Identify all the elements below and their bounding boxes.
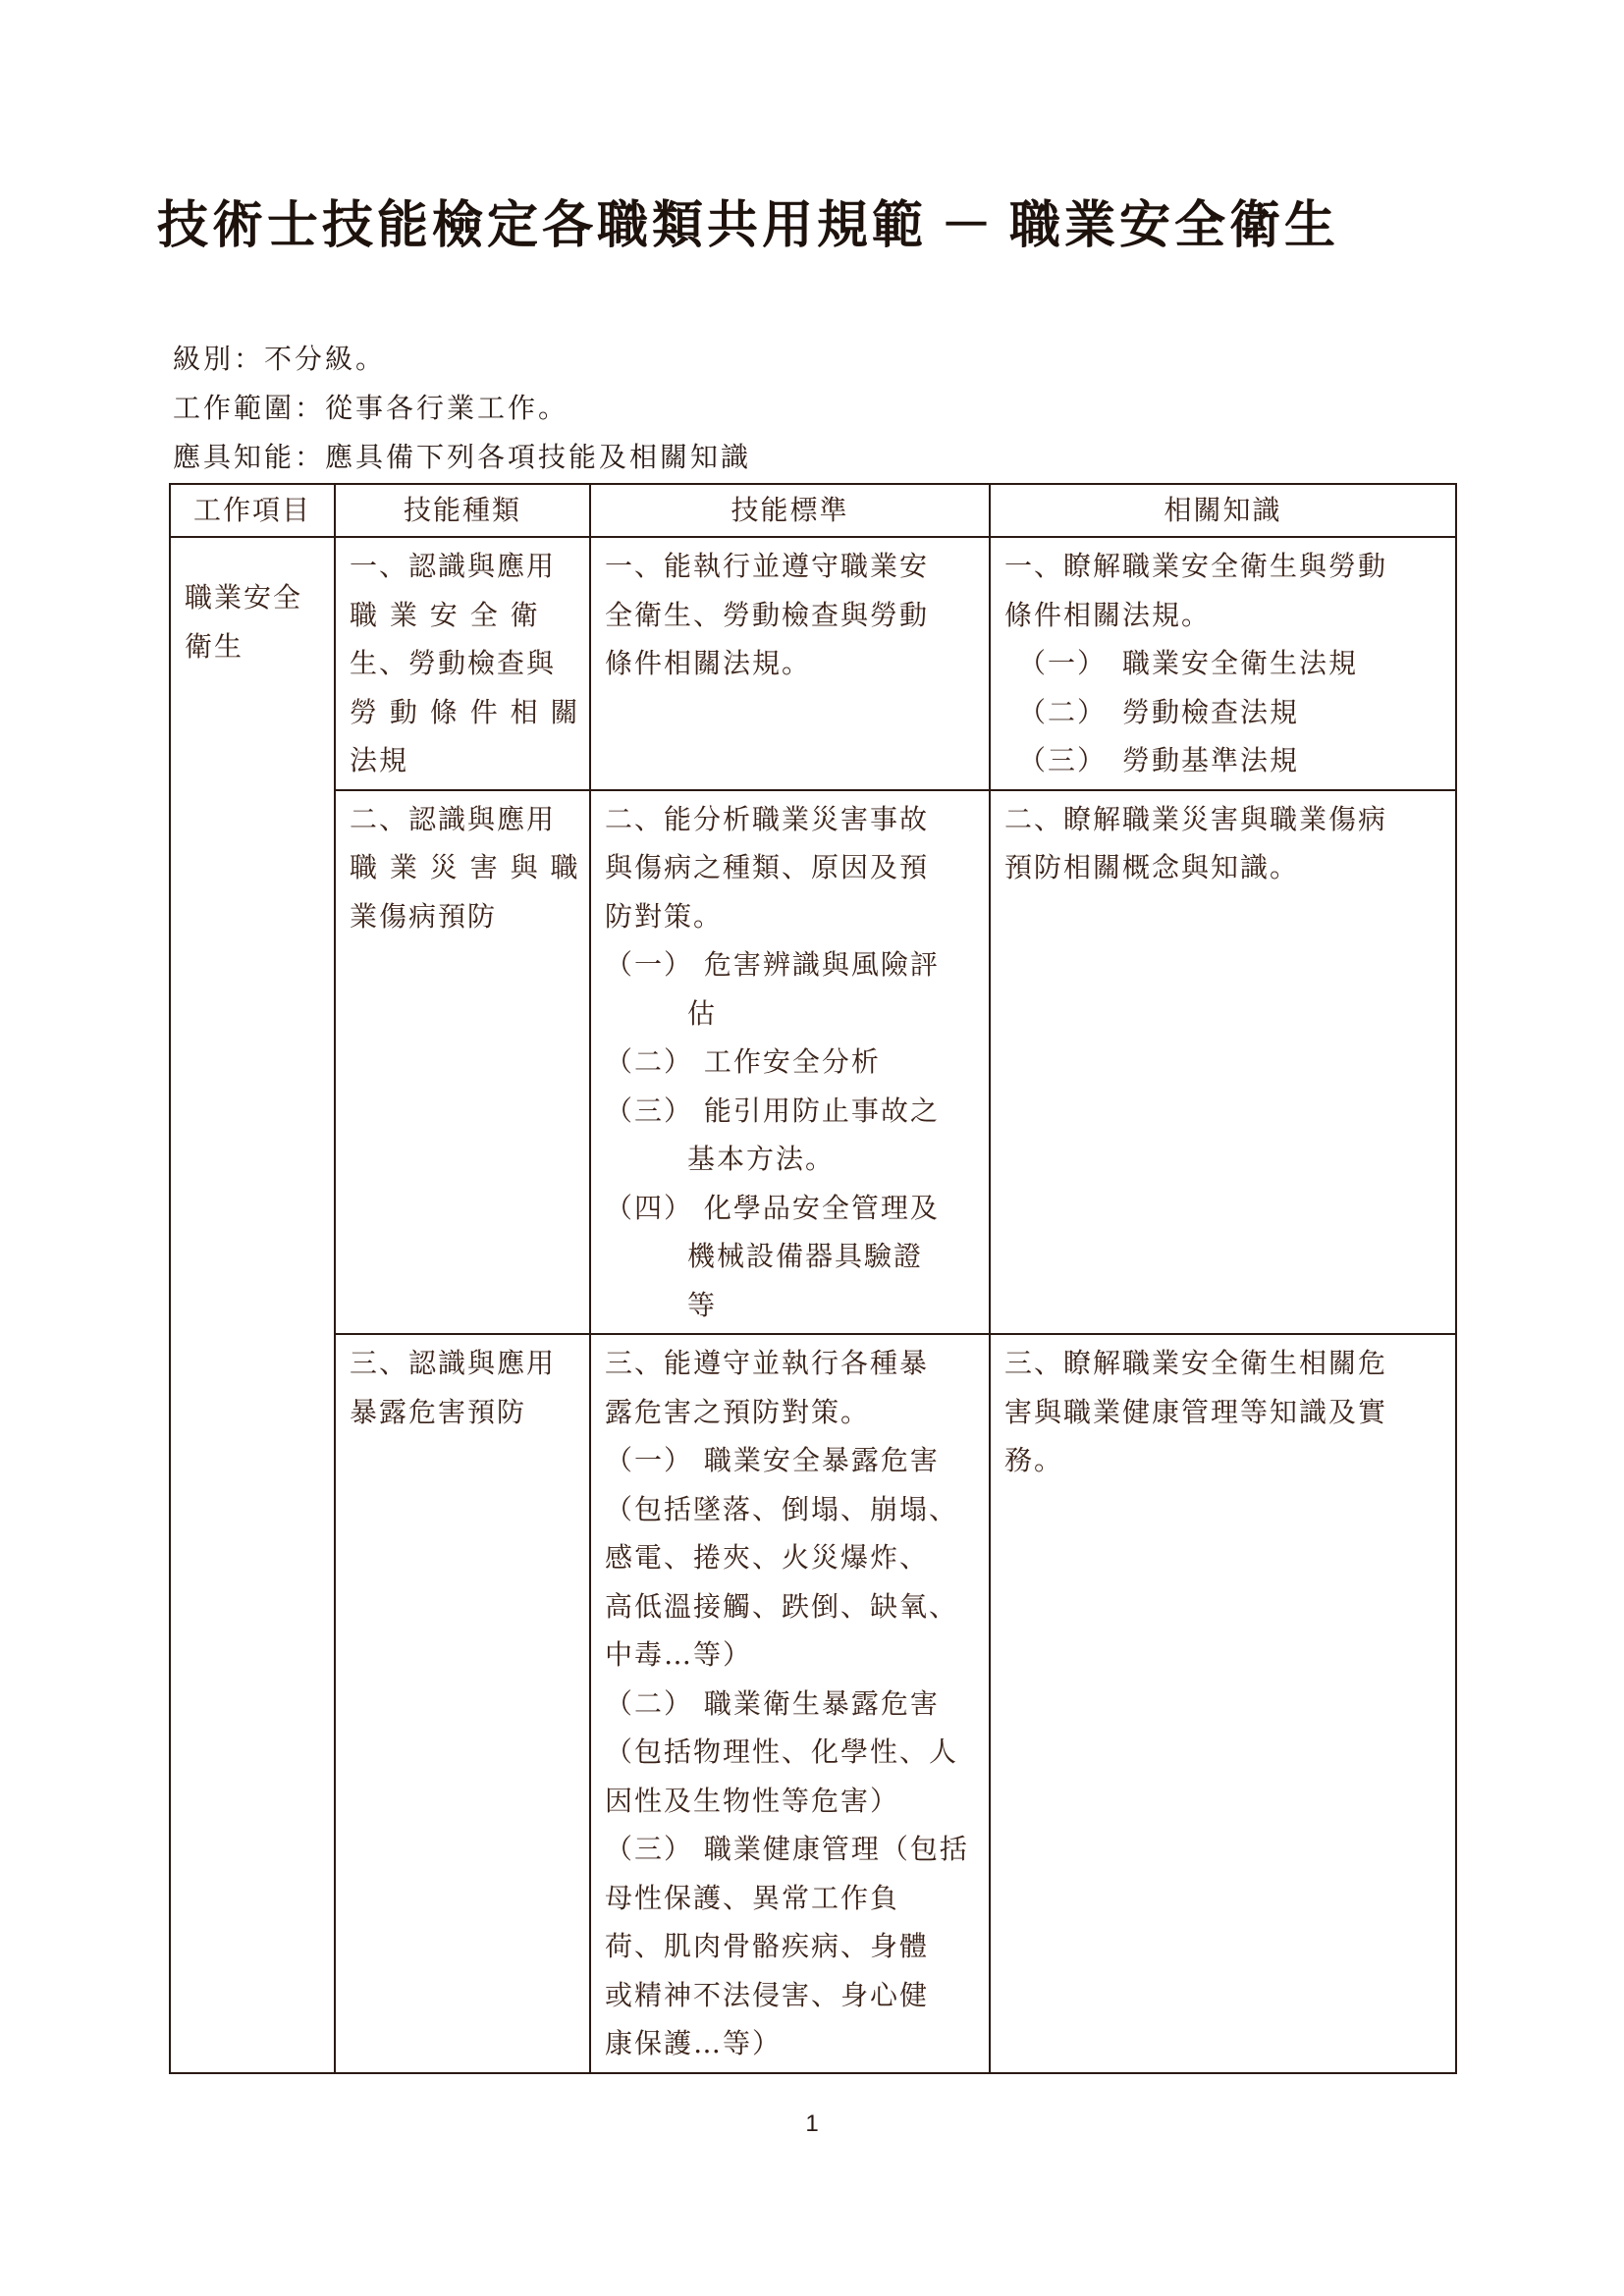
cell-line: 高低溫接觸、跌倒、缺氧、 — [605, 1589, 959, 1623]
cell-line: （三） 職業健康管理（包括 — [605, 1833, 969, 1865]
cell-line: 基本方法。 — [687, 1143, 836, 1175]
table-row — [170, 537, 1456, 790]
work-item-cell-cont — [170, 790, 335, 1335]
skill-type-line: 二、認識與應用 — [350, 802, 557, 835]
meta-competence: 應具知能：應具備下列各項技能及相關知識 — [173, 441, 752, 473]
cell-line: 三、瞭解職業安全衛生相關危 — [1004, 1347, 1388, 1379]
cell-line: （一） 職業安全衛生法規 — [1018, 647, 1359, 679]
header-skill-type: 技能種類 — [335, 484, 590, 537]
cell-line: 或精神不法侵害、身心健 — [605, 1978, 930, 2011]
page-number: 1 — [805, 2110, 819, 2137]
work-item-line: 職業安全 — [185, 581, 303, 614]
skill-type-line: 一、認識與應用 — [350, 550, 557, 582]
skill-type-cell — [335, 1334, 590, 2073]
cell-line: 估 — [687, 996, 718, 1030]
skill-type-line: 職 業 安 全 衛 — [350, 598, 540, 631]
knowledge-cell — [990, 1334, 1456, 2073]
cell-line: （三） 能引用防止事故之 — [605, 1094, 940, 1127]
cell-line: 等 — [687, 1288, 718, 1321]
cell-line: 全衛生、勞動檢查與勞動 — [605, 598, 930, 631]
cell-line: 機械設備器具驗證 — [687, 1240, 924, 1272]
work-item-cell — [170, 537, 335, 790]
cell-line: 二、能分析職業災害事故 — [605, 802, 930, 835]
cell-line: （二） 勞動檢查法規 — [1018, 695, 1300, 728]
skill-type-line: 生、勞動檢查與 — [350, 647, 557, 679]
cell-line: 防對策。 — [605, 899, 724, 933]
header-work-item: 工作項目 — [170, 484, 335, 537]
header-related-knowledge: 相關知識 — [990, 484, 1456, 537]
cell-line: （二） 職業衛生暴露危害 — [605, 1686, 940, 1720]
cell-line: （二） 工作安全分析 — [605, 1045, 881, 1078]
knowledge-cell — [990, 790, 1456, 1335]
title-main: 技術士技能檢定各職類共用規範 — [157, 196, 928, 255]
table-header-row — [170, 484, 1456, 537]
skill-type-cell — [335, 790, 590, 1335]
cell-line: 與傷病之種類、原因及預 — [605, 851, 930, 883]
cell-line: 預防相關概念與知識。 — [1004, 851, 1300, 883]
cell-line: 一、能執行並遵守職業安 — [605, 550, 930, 582]
title-dash: － — [941, 196, 997, 255]
cell-line: 中毒…等） — [605, 1638, 753, 1671]
meta-level: 級別：不分級。 — [173, 343, 387, 375]
cell-line: 露危害之預防對策。 — [605, 1395, 871, 1428]
skill-type-line: 勞 動 條 件 相 關 — [350, 695, 580, 728]
skill-type-line: 業傷病預防 — [350, 899, 498, 933]
page-title — [157, 194, 1492, 257]
header-skill-standard: 技能標準 — [590, 484, 990, 537]
work-item-cell-cont — [170, 1334, 335, 2073]
table-row — [170, 1334, 1456, 2073]
title-sub: 職業安全衛生 — [1009, 196, 1340, 255]
skill-type-line: 暴露危害預防 — [350, 1395, 527, 1428]
cell-line: 條件相關法規。 — [605, 647, 812, 679]
cell-line: 害與職業健康管理等知識及實 — [1004, 1395, 1388, 1428]
cell-line: 條件相關法規。 — [1004, 598, 1212, 631]
meta-scope: 工作範圍：從事各行業工作。 — [173, 392, 569, 424]
cell-line: 務。 — [1004, 1444, 1064, 1476]
competency-table — [169, 483, 1457, 2074]
cell-line: 母性保護、異常工作負 — [605, 1881, 900, 1914]
skill-standard-cell — [590, 537, 990, 790]
skill-standard-cell — [590, 790, 990, 1335]
cell-line: （一） 危害辨識與風險評 — [605, 948, 940, 981]
skill-type-cell — [335, 537, 590, 790]
skill-type-line: 三、認識與應用 — [350, 1347, 557, 1379]
cell-line: （包括物理性、化學性、人 — [605, 1735, 959, 1768]
cell-line: （三） 勞動基準法規 — [1018, 744, 1300, 776]
work-item-line: 衛生 — [185, 629, 244, 663]
cell-line: 康保護…等） — [605, 2027, 783, 2059]
skill-standard-cell — [590, 1334, 990, 2073]
cell-line: （一） 職業安全暴露危害 — [605, 1444, 940, 1476]
knowledge-cell — [990, 537, 1456, 790]
cell-line: （包括墜落、倒塌、崩塌、 — [605, 1492, 959, 1525]
cell-line: 三、能遵守並執行各種暴 — [605, 1347, 930, 1379]
cell-line: 荷、肌肉骨骼疾病、身體 — [605, 1930, 930, 1962]
skill-type-line: 職 業 災 害 與 職 — [350, 851, 580, 883]
cell-line: 二、瞭解職業災害與職業傷病 — [1004, 802, 1388, 835]
cell-line: （四） 化學品安全管理及 — [605, 1191, 940, 1224]
skill-type-line: 法規 — [350, 744, 409, 776]
cell-line: 感電、捲夾、火災爆炸、 — [605, 1541, 930, 1574]
cell-line: 因性及生物性等危害） — [605, 1784, 900, 1817]
cell-line: 一、瞭解職業安全衛生與勞動 — [1004, 550, 1388, 582]
table-row — [170, 790, 1456, 1335]
